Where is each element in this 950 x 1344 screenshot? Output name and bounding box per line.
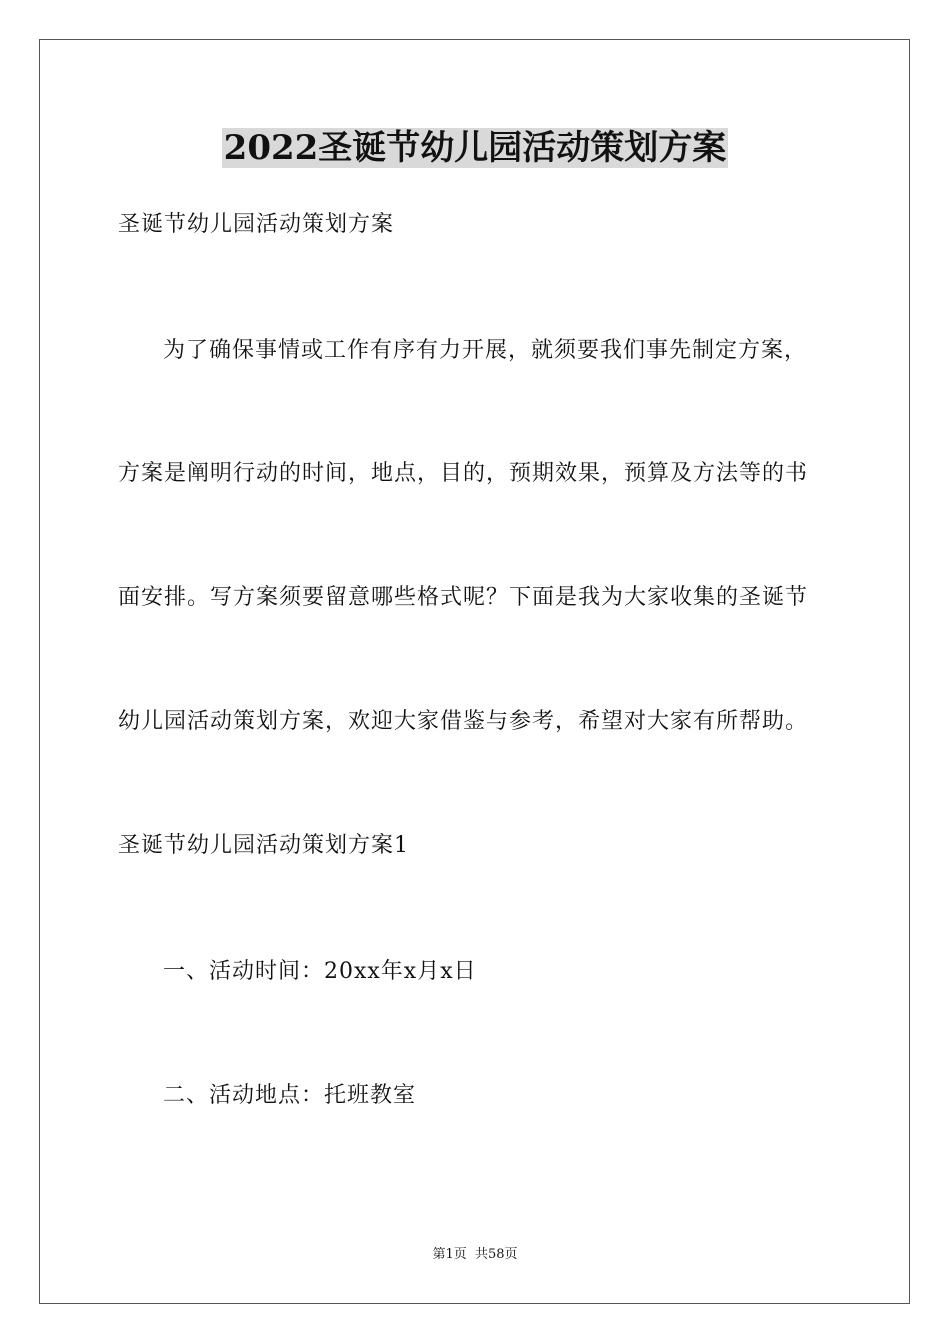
intro-line-1: 为了确保事情或工作有序有力开展，就须要我们事先制定方案， bbox=[163, 338, 808, 363]
item-activity-time: 一、活动时间：20xx年x月x日 bbox=[163, 959, 477, 984]
intro-line-3: 面安排。写方案须要留意哪些格式呢？下面是我为大家收集的圣诞节 bbox=[118, 585, 809, 610]
intro-line-4: 幼儿园活动策划方案，欢迎大家借鉴与参考，希望对大家有所帮助。 bbox=[118, 709, 809, 734]
document-subtitle: 圣诞节幼儿园活动策划方案 bbox=[118, 212, 395, 237]
intro-line-2: 方案是阐明行动的时间，地点，目的，预期效果，预算及方法等的书 bbox=[118, 461, 809, 486]
document-title bbox=[0, 124, 950, 172]
item-activity-location: 二、活动地点：托班教室 bbox=[163, 1083, 417, 1108]
section-heading: 圣诞节幼儿园活动策划方案1 bbox=[118, 833, 409, 858]
document-title-text: 2022圣诞节幼儿园活动策划方案 bbox=[223, 128, 727, 168]
page-number-footer: 第1页 共58页 bbox=[432, 1247, 518, 1262]
